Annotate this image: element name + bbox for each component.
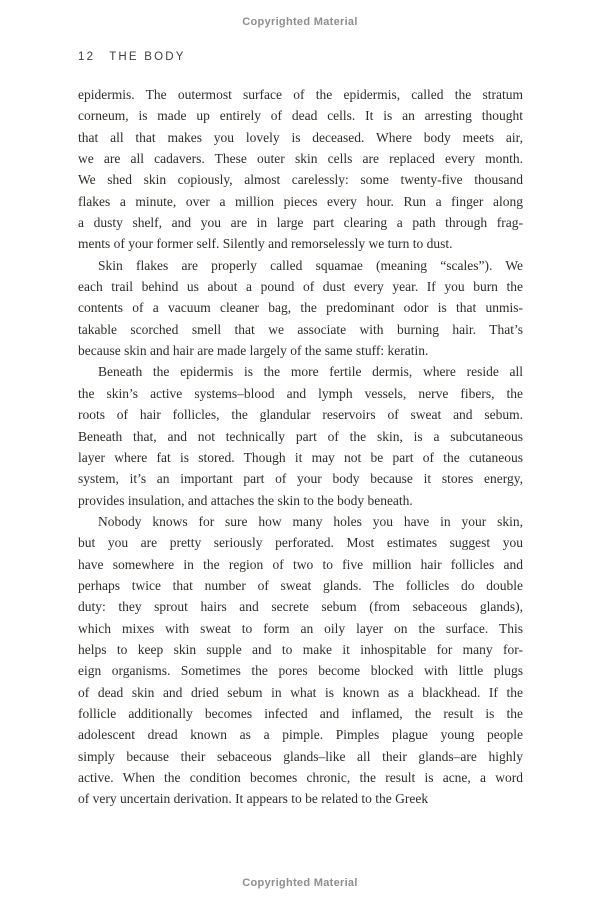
text-line: adolescent dread known as a pimple. Pimples plague young people [78,727,523,743]
text-line: corneum, is made up entirely of dead cells. It is an arresting thought [78,108,523,124]
text-line: epidermis. The outermost surface of the epidermis, called the stratum [78,87,523,102]
text-line: because skin and hair are made largely of the same stuff: keratin. [78,343,429,359]
text-line: We shed skin copiously, almost carelessly: some twenty-five thousand [78,172,523,188]
body-text [78,84,523,810]
text-line: but you are pretty seriously perforated. Most estimates suggest you [78,535,523,551]
book-title: THE BODY [109,51,186,63]
text-line: takable scorched smell that we associate with burning hair. That’s [78,321,523,337]
text-line: active. When the condition becomes chronic, the result is acne, a word [78,770,523,785]
text-line: simply because their sebaceous glands–like all their glands–are highly [78,748,523,764]
text-line: each trail behind us about a pound of dust every year. If you burn the [78,279,523,295]
paragraph [78,511,523,810]
text-line: Beneath that, and not technically part of the skin, is a subcutaneous [78,428,523,444]
text-line: we are all cadavers. These outer skin cells are replaced every month. [78,151,523,167]
text-line: a dusty shelf, and you are in large part clearing a path through frag- [78,215,523,231]
text-line: Nobody knows for sure how many holes you have in your skin, [98,513,523,529]
text-line: roots of hair follicles, the glandular reservoirs of sweat and sebum. [78,407,523,423]
text-line: duty: they sprout hairs and secrete sebum (from sebaceous glands), [78,599,523,615]
text-line: layer where fat is stored. Though it may not be part of the cutaneous [78,449,523,465]
text-line: which mixes with sweat to form an oily layer on the surface. This [78,620,523,636]
text-line: eign organisms. Sometimes the pores become blocked with little plugs [78,663,523,679]
page-number: 12 [78,51,96,63]
paragraph [78,255,523,362]
text-line: follicle additionally becomes infected and inflamed, the result is the [78,705,523,721]
text-line: have somewhere in the region of two to five million hair follicles and [78,556,523,572]
text-line: helps to keep skin supple and to make it inhospitable for many for- [78,641,523,657]
text-line: contents of a vacuum cleaner bag, the predominant odor is that unmis- [78,300,523,316]
text-line: Skin flakes are properly called squamae (meaning “scales”). We [98,257,523,273]
text-line: of very uncertain derivation. It appears to be related to the Greek [78,791,429,807]
copyright-notice-bottom: Copyrighted Material [242,877,358,889]
paragraph [78,361,523,510]
text-line: provides insulation, and attaches the skin to the body beneath. [78,492,413,508]
text-line: Beneath the epidermis is the more fertile dermis, where reside all [98,364,523,380]
text-line: the skin’s active systems–blood and lymph vessels, nerve fibers, the [78,385,523,401]
paragraph [78,84,523,255]
text-line: flakes a minute, over a million pieces every hour. Run a finger along [78,193,523,209]
text-line: perhaps twice that number of sweat glands. The follicles do double [78,577,523,593]
text-line: system, it’s an important part of your body because it stores energy, [78,471,523,487]
running-header [78,51,186,63]
text-line: that all that makes you lovely is deceased. Where body meets air, [78,129,523,145]
text-line: ments of your former self. Silently and remorselessly we turn to dust. [78,236,453,252]
copyright-notice-top: Copyrighted Material [242,16,358,28]
text-line: of dead skin and dried sebum in what is known as a blackhead. If the [78,684,523,700]
